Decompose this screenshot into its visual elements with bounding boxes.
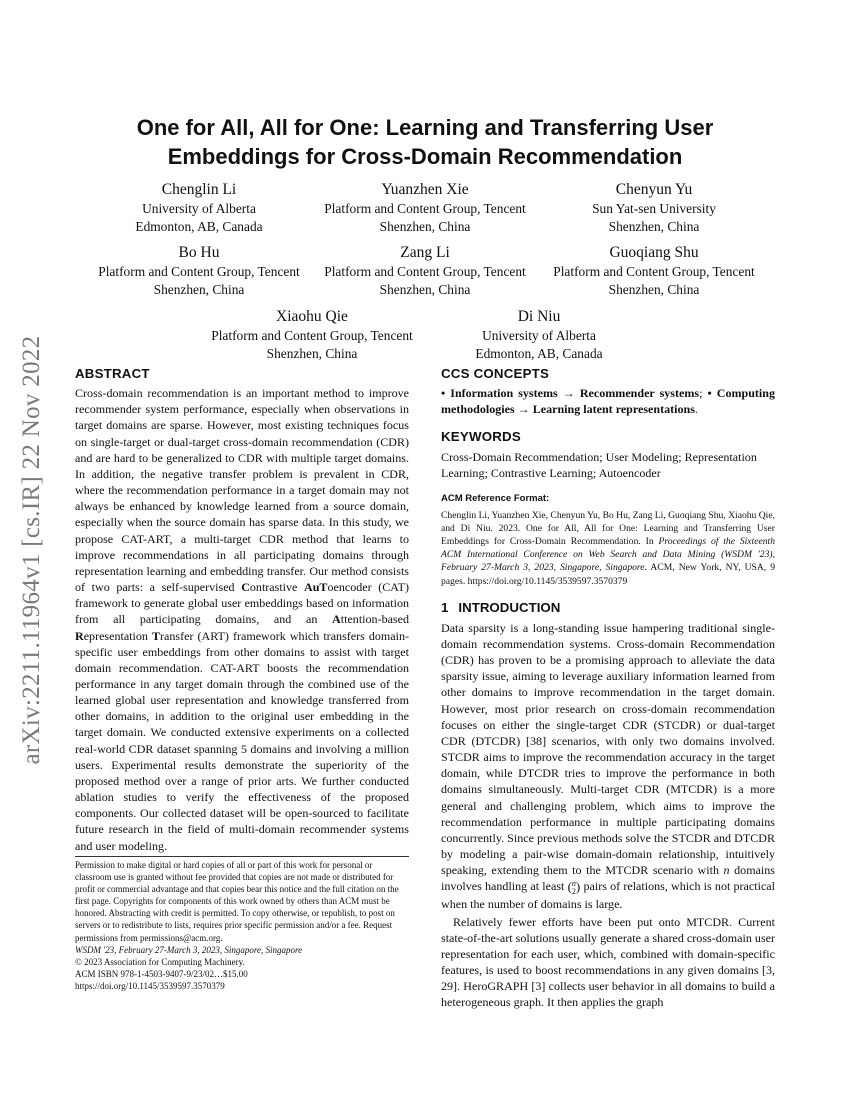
author-block [192,306,432,362]
author-location: Shenzhen, China [608,281,700,297]
acm-reference-heading: ACM Reference Format: [441,492,550,504]
copyright-footnote [75,856,409,992]
author-block [534,179,774,235]
keywords-text: Cross-Domain Recommendation; User Modeling; Representation Learning; Contrastive Learning; Autoencoder [441,449,757,480]
author-location: Shenzhen, China [379,218,471,234]
author-location: Edmonton, AB, Canada [475,345,603,361]
arxiv-identifier: arXiv:2211.11964v1 [cs.IR] 22 Nov 2022 [18,335,45,765]
author-affiliation: University of Alberta [482,328,596,343]
author-name: Bo Hu [178,244,220,261]
author-location: Shenzhen, China [266,345,358,361]
paper-title [80,113,770,171]
author-location: Shenzhen, China [379,281,471,297]
title-line-1: One for All, All for One: Learning and Transferring User [136,115,714,140]
intro-paragraph-2: Relatively fewer efforts have been put onto MTCDR. Current state-of-the-art solutions usually generate a shared cross-domain user representation for each user, which, combined with domain-specific features, is used to boost recommendations in any given domains [3, 29]. HeroGRAPH [3] collects user behavior in all domains to build a heterogeneous graph. It then applies the graph [441,914,775,1010]
left-column [75,366,409,854]
abstract-heading: ABSTRACT [75,366,150,381]
author-affiliation: Sun Yat-sen University [592,201,716,216]
binomial-coefficient: (n 2) [567,878,581,896]
venue-line: WSDM '23, February 27-March 3, 2023, Singapore, Singapore [75,944,303,955]
ccs-heading: CCS CONCEPTS [441,366,550,381]
author-block [305,179,545,235]
right-column [441,366,775,1011]
introduction-heading: 1 INTRODUCTION [441,599,561,615]
abstract-paragraph: Cross-domain recommendation is an important method to improve recommender system performance, especially when observations in target domains are sparse. However, most existing techniques focus on single-target or dual-target cross-domain recommendation (CDR) and are hard to be generalized to CDR with multiple target domains. In addition, the negative transfer problem is prevalent in CDR, where the recommendation performance in a target domain may not always be enhanced by knowledge learned from a source domain, especially when the source domain has sparse data. In this study, we propose CAT-ART, a multi-target CDR method that learns to improve recommendations in all participating domains through representation learning and embedding transfer. Our method consists of two parts: a self-supervised Contrastive AuToencoder (CAT) framework to generate global user embeddings based on information from all participating domains, and an Attention-based Representation Transfer (ART) framework which transfers domain-specific user embeddings from other domains to assist with target domain recommendation. CAT-ART boosts the recommendation performance in any target domain through the combined use of the learned global user representation and knowledge transferred from other domains, in addition to the original user embedding in the target domain. We conducted extensive experiments on a collected real-world CDR dataset spanning 5 domains and involving a million users. Experimental results demonstrate the superiority of the proposed method over a range of prior arts. We further conducted ablation studies to verify the effectiveness of the proposed components. Our collected dataset will be open-sourced to facilitate future research in the field of multi-domain recommender systems and user modeling. [75,386,410,853]
acm-reference-text: Chenglin Li, Yuanzhen Xie, Chenyun Yu, Bo Hu, Zang Li, Guoqiang Shu, Xiaohu Qie, and Di Niu. 2023. One for All, All for One: Learning and Transferring User Embeddings for Cross-Domain Recommendation. In Proceedings of the Sixteenth ACM International Conference on Web Search and Data Mining (WSDM '23), February 27-March 3, 2023, Singapore, Singapore. ACM, New York, NY, USA, 9 pages. https://doi.org/10.1145/3539597.3570379 [441,510,776,587]
keywords-heading: KEYWORDS [441,429,521,445]
author-affiliation: Platform and Content Group, Tencent [324,264,526,279]
title-line-2: Embeddings for Cross-Domain Recommendation [167,144,683,169]
author-affiliation: University of Alberta [142,201,256,216]
author-name: Di Niu [517,308,561,325]
author-name: Yuanzhen Xie [381,181,469,198]
author-block [79,179,319,235]
copyright-line: © 2023 Association for Computing Machinery. [75,956,245,967]
author-location: Edmonton, AB, Canada [135,218,263,234]
author-block [79,242,319,298]
isbn-line: ACM ISBN 978-1-4503-9407-9/23/02…$15.00 [75,968,248,979]
author-affiliation: Platform and Content Group, Tencent [324,201,526,216]
author-name: Guoqiang Shu [609,244,699,261]
intro-paragraph-1: Data sparsity is a long-standing issue hampering traditional single-domain recommendation systems. Cross-domain Recommendation (CDR) has proven to be a promising approach to alleviate the data sparsity issue, aiming to leverage auxiliary information learned from other domains to improve recommendation in the target domain. However, most prior research on cross-domain recommendation focuses on either the single-target CDR (STCDR) or dual-target CDR (DTCDR) [38] scenarios, with only two domains involved. STCDR aims to improve the recommendation accuracy in the target domain, while DTCDR tries to improve the performance in both domains simultaneously. Multi-target CDR (MTCDR) is a more general and challenging problem, which aims to improve the recommendation performance in multiple participating domains concurrently. Since previous methods solve the STCDR and DTCDR by modeling a pair-wise domain-domain relationship, intuitively speaking, extending them to the MTCDR scenario with n domains involves handling at least (n 2) pairs of relations, which is not practical when the number of domains is large. [441,620,775,911]
author-affiliation: Platform and Content Group, Tencent [211,328,413,343]
author-location: Shenzhen, China [153,281,245,297]
author-block [534,242,774,298]
author-block [305,242,545,298]
author-name: Chenyun Yu [615,181,693,198]
author-block [419,306,659,362]
author-name: Xiaohu Qie [276,308,348,325]
permission-notice: Permission to make digital or hard copies of all or part of this work for personal or classroom use is granted without fee provided that copies are not made or distributed for profit or commercial advantage and that copies bear this notice and the full citation on the first page. Copyrights for components of this work owned by others than ACM must be honored. Abstracting with credit is permitted. To copy otherwise, or republish, to post on servers or to redistribute to lists, requires prior specific permission and/or a fee. Request permissions from permissions@acm.org. [75,860,399,943]
ccs-concepts: • Information systems → Recommender systems; • Computing methodologies → Learning latent representations. [441,386,775,417]
author-location: Shenzhen, China [608,218,700,234]
arxiv-sidebar [6,290,58,810]
author-name: Zang Li [400,244,450,261]
author-affiliation: Platform and Content Group, Tencent [553,264,755,279]
author-name: Chenglin Li [161,181,237,198]
author-affiliation: Platform and Content Group, Tencent [98,264,300,279]
doi-line: https://doi.org/10.1145/3539597.3570379 [75,980,225,991]
